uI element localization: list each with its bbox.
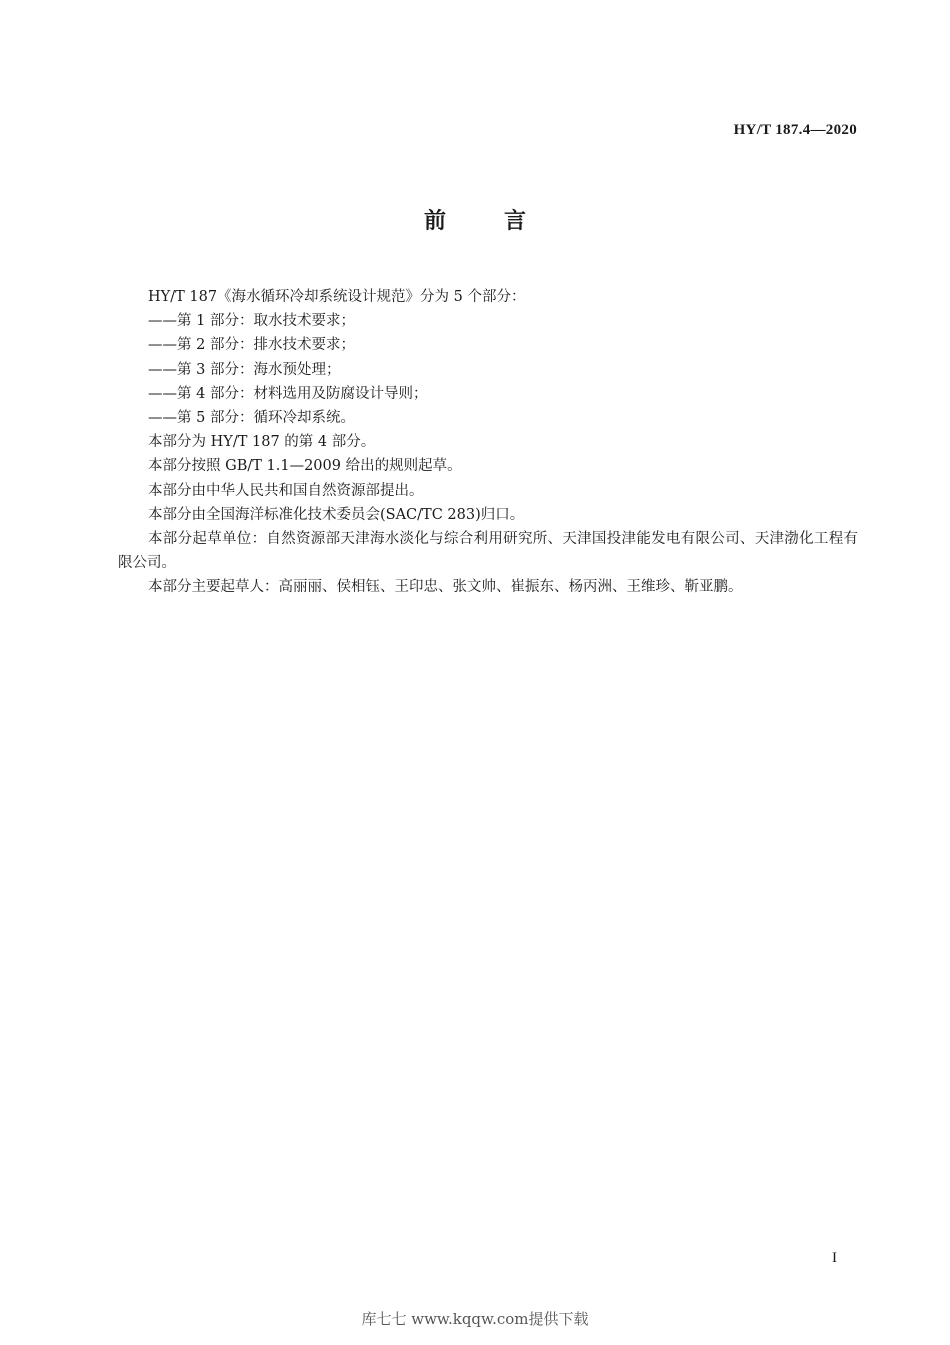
standard-code: HY/T 187.4—2020 — [733, 122, 857, 138]
paragraph-proposer: 本部分由中华人民共和国自然资源部提出。 — [148, 482, 424, 499]
download-watermark: 库七七 www.kqqw.com提供下载 — [361, 1310, 589, 1328]
page-number: I — [832, 1250, 837, 1266]
paragraph-technical-committee: 本部分由全国海洋标准化技术委员会(SAC/TC 283)归口。 — [148, 506, 525, 523]
paragraph-main-drafters: 本部分主要起草人：高丽丽、侯相钰、王印忠、张文帅、崔振东、杨丙洲、王维珍、靳亚鹏。 — [148, 579, 743, 596]
list-item-part-4: ——第 4 部分：材料选用及防腐设计导则； — [148, 385, 428, 402]
paragraph-drafting-rules: 本部分按照 GB/T 1.1—2009 给出的规则起草。 — [148, 458, 462, 475]
paragraph-intro: HY/T 187《海水循环冷却系统设计规范》分为 5 个部分： — [148, 289, 526, 305]
foreword-body — [118, 285, 858, 600]
list-item-part-2: ——第 2 部分：排水技术要求； — [148, 337, 355, 354]
paragraph-drafting-units: 本部分起草单位：自然资源部天津海水淡化与综合利用研究所、天津国投津能发电有限公司、天津渤化工程有限公司。 — [118, 531, 858, 572]
list-item-part-1: ——第 1 部分：取水技术要求； — [148, 313, 355, 330]
page-title: 前言 — [423, 209, 584, 234]
list-item-part-3: ——第 3 部分：海水预处理； — [148, 361, 341, 378]
list-item-part-5: ——第 5 部分：循环冷却系统。 — [148, 410, 355, 427]
paragraph-part-statement: 本部分为 HY/T 187 的第 4 部分。 — [148, 434, 376, 451]
